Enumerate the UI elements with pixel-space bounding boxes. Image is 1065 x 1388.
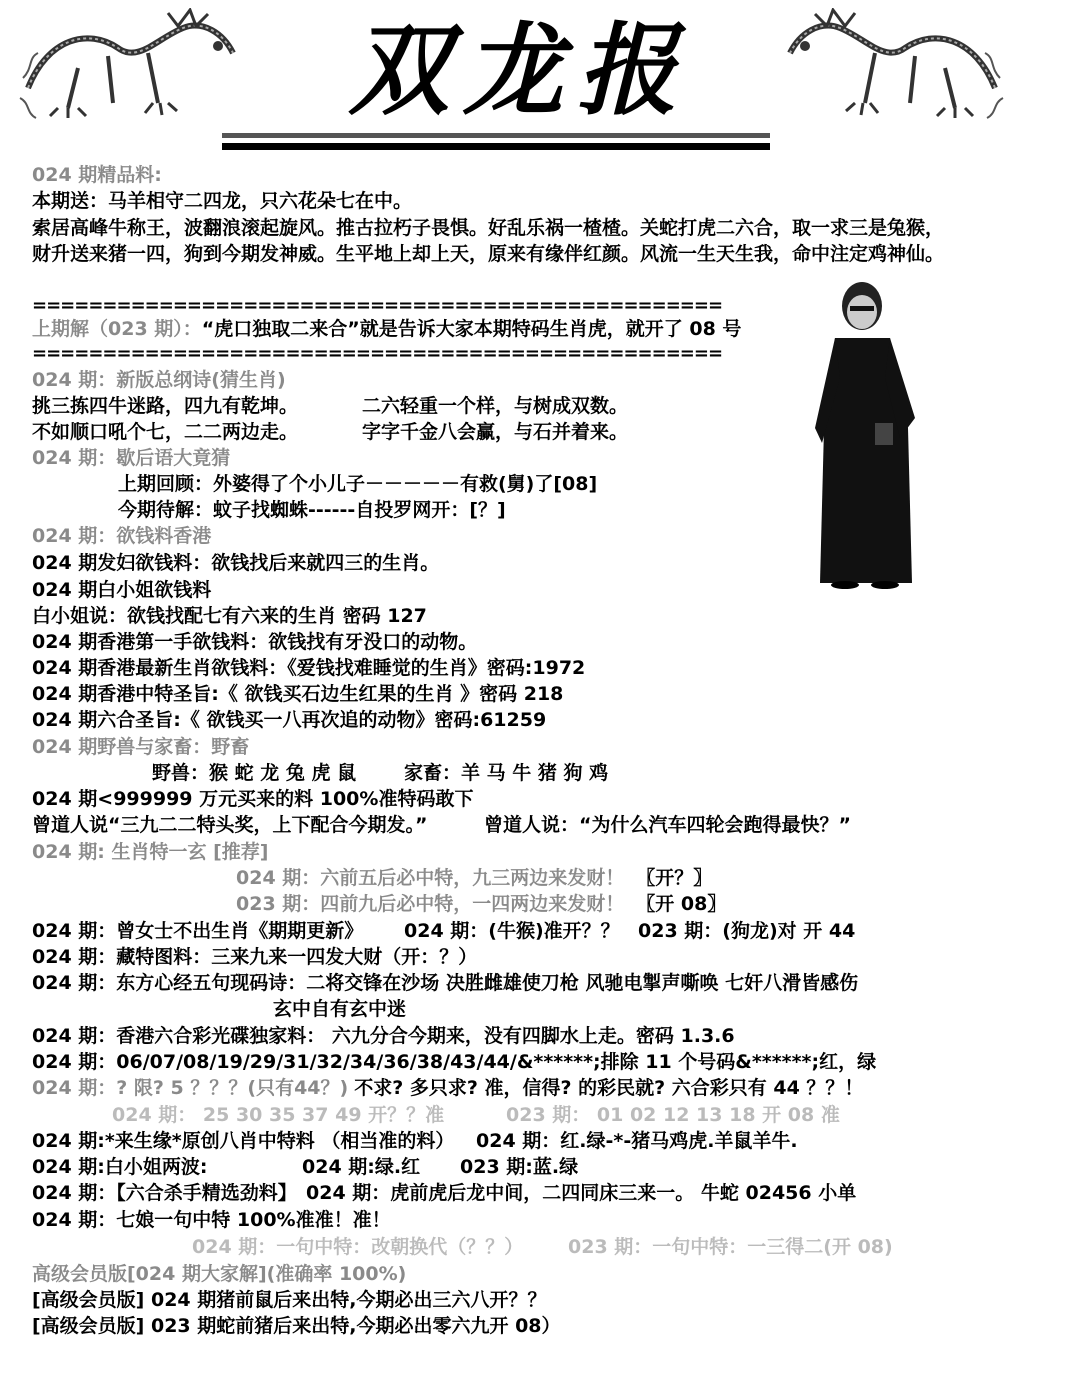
poem-line: 二六轻重一个样，与树成双数。 bbox=[362, 395, 629, 417]
open-result: 〖开？〗 bbox=[636, 867, 713, 889]
section-heading: 024 期：新版总纲诗(猜生肖) bbox=[32, 369, 286, 391]
poem-line: 字字千金八会赢，与石并着来。 bbox=[362, 421, 629, 443]
text-line: 024 期香港中特圣旨:《 欲钱买石边生红果的生肖 》密码 218 bbox=[32, 683, 564, 705]
text-line: 024 期香港最新生肖欲钱料：《爱钱找难睡觉的生肖》密码:1972 bbox=[32, 657, 586, 679]
text-line: 023 期:蓝.绿 bbox=[460, 1156, 579, 1178]
left-dragon-illustration bbox=[18, 8, 248, 128]
text-line: 024 期六合圣旨:《 欲钱买一八再次追的动物》密码:61259 bbox=[32, 709, 547, 731]
text-line: 曾道人说“三九二二特头奖，上下配合今期发。” bbox=[32, 814, 428, 836]
text-line: 玄中自有玄中迷 bbox=[273, 998, 407, 1020]
text-line: 024 期：一句中特：改朝换代（？？） bbox=[192, 1236, 524, 1258]
text-line: 024 期白小姐欲钱料 bbox=[32, 579, 212, 601]
text-line bbox=[236, 892, 726, 916]
last-issue-text: “虎口独取二来合”就是告诉大家本期特码生肖虎，就开了 08 号 bbox=[201, 318, 742, 340]
masthead-rule-thin bbox=[222, 133, 770, 138]
text-line: [高级会员版] 023 期蛇前猪后来出特,今期必出零六九开 08） bbox=[32, 1315, 561, 1337]
text-line: 024 期发妇欲钱料：欲钱找后来就四三的生肖。 bbox=[32, 552, 440, 574]
text-line: 024 期：东方心经五句现码诗：二将交锋在沙场 决胜雌雄使刀枪 风驰电掣声嘶唤 七奸八滑皆感伤 bbox=[32, 972, 859, 994]
masthead-rule-thick bbox=[222, 143, 770, 150]
text-line: 024 期:绿.红 bbox=[302, 1156, 421, 1178]
masthead bbox=[0, 0, 1065, 160]
separator-line: ================================================= bbox=[32, 343, 723, 364]
text-line bbox=[236, 866, 712, 890]
text-line: 曾道人说：“为什么汽车四轮会跑得最快？” bbox=[484, 814, 851, 836]
poem-paragraph: 索居高峰牛称王，波翻浪滚起旋风。推古拉朽子畏惧。好乱乐祸一楂楂。关蛇打虎二六合，取一求三是兔猴，财升送来猪一四，狗到今期发神威。生平地上却上天，原来有缘伴红颜。风流一生天生我，命中注定鸡神仙。 bbox=[32, 217, 945, 265]
separator-line: ================================================= bbox=[32, 295, 723, 316]
text-line: 024 期：虎前虎后龙中间，二四同床三来一。 牛蛇 02456 小单 bbox=[306, 1182, 857, 1204]
text-line: 今期待解：蚊子找蜘蛛------自投罗网开：[？] bbox=[118, 499, 506, 521]
text-line: 野兽：猴 蛇 龙 兔 虎 鼠 bbox=[152, 762, 357, 784]
text-line: 白小姐说：欲钱找配七有六来的生肖 密码 127 bbox=[32, 605, 427, 627]
text-line: 024 期:*来生缘*原创八肖中特料 （相当准的料） bbox=[32, 1130, 455, 1152]
masthead-title: 双龙报 bbox=[349, 11, 691, 129]
text-line: 024 期:白小姐两波: bbox=[32, 1156, 208, 1178]
poem-line: 挑三拣四牛迷路，四九有乾坤。 bbox=[32, 395, 299, 417]
text-line: [高级会员版] 024 期猪前鼠后来出特,今期必出三六八开？？ bbox=[32, 1289, 547, 1311]
section-heading-tag: 野畜 bbox=[211, 736, 250, 758]
text-line: 024 期： 25 30 35 37 49 开？？准 bbox=[112, 1104, 445, 1126]
section-heading: 024 期：欲钱料香港 bbox=[32, 525, 212, 547]
text-line: 本期送：马羊相守二四龙，只六花朵七在中。 bbox=[32, 190, 413, 212]
text-line: 024 期：(牛猴)准开？？ bbox=[404, 920, 620, 942]
text-line: 023 期： 01 02 12 13 18 开 08 准 bbox=[506, 1104, 840, 1126]
issue-label: 024 期：六前五后必中特，九三两边来发财！ bbox=[236, 867, 625, 889]
section-heading: 024 期精品料: bbox=[32, 164, 162, 186]
text-line: 024 期：香港六合彩光碟独家料： 六九分合今期来，没有四脚水上走。密码 1.3.6 bbox=[32, 1025, 735, 1047]
issue-label: 024 期：? 限? 5 ？？？(只有44？) bbox=[32, 1077, 349, 1099]
text-line bbox=[32, 1076, 863, 1100]
text-line: 024 期：【六合杀手精选劲料】 bbox=[32, 1182, 297, 1204]
text-line: 家畜：羊 马 牛 猪 狗 鸡 bbox=[404, 762, 609, 784]
right-dragon-illustration bbox=[775, 8, 1005, 128]
text-line: 024 期香港第一手欲钱料：欲钱找有牙没口的动物。 bbox=[32, 631, 478, 653]
text-line: 024 期：七娘一句中特 100%准准！准！ bbox=[32, 1209, 391, 1231]
man-in-robe-photo bbox=[800, 278, 930, 593]
text-line: 024 期：红.绿-*-猪马鸡虎.羊鼠羊牛. bbox=[476, 1130, 798, 1152]
poem-line: 不如顺口吼个七，二二两边走。 bbox=[32, 421, 299, 443]
text-line: 024 期<999999 万元买来的料 100%准特码敢下 bbox=[32, 788, 474, 810]
issue-label: 023 期：四前九后必中特，一四两边来发财！ bbox=[236, 893, 625, 915]
section-heading: 024 期: 生肖特一玄 [推荐] bbox=[32, 841, 269, 863]
text-line: 上期回顾：外婆得了个小儿子－－－－－有救(舅)了[08] bbox=[118, 473, 598, 495]
section-heading: 高级会员版[024 期大家解](准确率 100%) bbox=[32, 1263, 407, 1285]
text-line: 023 期：(狗龙)对 开 44 bbox=[638, 920, 856, 942]
text-line: 024 期：藏特图料：三来九来一四发大财（开：？） bbox=[32, 946, 478, 968]
last-issue-label: 上期解（023 期）： bbox=[32, 318, 202, 340]
last-issue-answer bbox=[32, 317, 741, 341]
text-segment: 不求? 多只求? 准，信得? 的彩民就? 六合彩只有 44 ？？！ bbox=[354, 1077, 864, 1099]
text-line: 024 期：曾女士不出生肖《期期更新》 bbox=[32, 920, 364, 942]
section-heading: 024 期：歇后语大竟猜 bbox=[32, 447, 231, 469]
section-heading bbox=[32, 735, 249, 759]
text-line: 023 期：一句中特：一三得二(开 08) bbox=[568, 1236, 893, 1258]
section-heading-label: 024 期野兽与家畜： bbox=[32, 736, 212, 758]
open-result: 〖开 08〗 bbox=[636, 893, 727, 915]
text-line: 024 期：06/07/08/19/29/31/32/34/36/38/43/44/&******;排除 11 个号码&******;红，绿 bbox=[32, 1051, 877, 1073]
